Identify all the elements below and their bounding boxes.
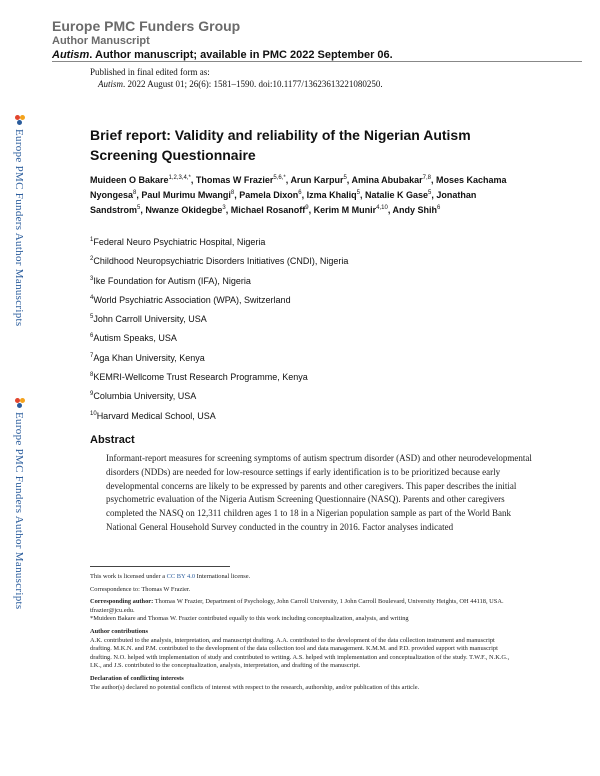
author-affiliation-marker: 8 — [133, 190, 137, 196]
affiliation-text: Federal Neuro Psychiatric Hospital, Nigeria — [93, 237, 266, 247]
availability-line: Autism. Author manuscript; available in PMC 2022 September 06. — [52, 49, 393, 61]
citation-details: . 2022 August 01; 26(6): 1581–1590. doi:10.1177/13623613221080250. — [123, 79, 383, 89]
author-name: Pamela Dixon — [239, 190, 299, 200]
published-label: Published in final edited form as: — [90, 67, 210, 77]
author-affiliation-marker: 4,10 — [376, 205, 388, 211]
conflict-text: The author(s) declared no potential conflicts of interest with respect to the research, authorship, and/or publication of this article. — [90, 683, 420, 691]
author-affiliation-marker: 5 — [356, 190, 360, 196]
affiliation-item — [90, 273, 520, 292]
sidebar — [8, 115, 32, 715]
affiliation-list — [90, 234, 520, 427]
author-name: Paul Murimu Mwangi — [141, 190, 231, 200]
author-name: Natalie K Gase — [365, 190, 429, 200]
author-affiliation-marker: 5 — [428, 190, 432, 196]
author-affiliation-marker: 6 — [437, 205, 441, 211]
author-name: Andy Shih — [392, 205, 438, 215]
author-affiliation-marker: 8 — [230, 190, 235, 196]
affiliation-item — [90, 311, 520, 330]
author-name: Amina Abubakar — [351, 175, 423, 185]
europe-pmc-logo-icon — [15, 115, 25, 125]
affiliation-text: Aga Khan University, Kenya — [93, 352, 205, 363]
affiliation-item — [90, 234, 520, 253]
affiliation-item — [90, 253, 520, 272]
author-affiliation-marker: 5,6,* — [273, 175, 286, 181]
affiliation-text: KEMRI-Wellcome Trust Research Programme, Kenya — [93, 372, 308, 383]
license-note: This work is licensed under a CC BY 4.0 International license. — [90, 573, 251, 580]
abstract-heading: Abstract — [90, 434, 135, 446]
author-name: Arun Karpur — [290, 175, 344, 185]
affiliation-text: Columbia University, USA — [93, 391, 197, 402]
sidebar-label: Europe PMC Funders Author Manuscripts — [13, 129, 25, 327]
footnote-divider — [90, 566, 230, 567]
affiliation-text: John Carroll University, USA — [93, 314, 207, 325]
affiliation-item — [90, 369, 520, 388]
author-name: Nwanze Okidegbe — [145, 205, 223, 215]
affiliation-number: 5 — [90, 314, 94, 321]
affiliation-number: 4 — [90, 294, 94, 301]
citation-journal: Autism — [98, 79, 124, 89]
affiliation-text: World Psychiatric Association (WPA), Switzerland — [93, 294, 291, 305]
affiliation-number: 2 — [90, 256, 94, 263]
affiliation-text: Harvard Medical School, USA — [96, 410, 216, 421]
author-name: Kerim M Munir — [313, 205, 377, 215]
affiliation-number: 7 — [90, 352, 94, 359]
affiliation-item — [90, 408, 520, 427]
europe-pmc-logo-icon — [15, 398, 25, 408]
affiliation-number: 8 — [90, 372, 94, 379]
conflict-heading: Declaration of conflicting interests — [90, 674, 184, 682]
author-manuscript-label: Author Manuscript — [52, 35, 150, 47]
author-affiliation-marker: 6 — [298, 190, 302, 196]
affiliation-text: Childhood Neuropsychiatric Disorders Initiatives (CNDI), Nigeria — [93, 256, 349, 267]
sidebar-block-2 — [8, 398, 32, 609]
author-affiliation-marker: 5 — [343, 175, 347, 181]
affiliation-text: Ike Foundation for Autism (IFA), Nigeria — [93, 275, 251, 286]
affiliation-item — [90, 292, 520, 311]
affiliation-item — [90, 388, 520, 407]
group-title: Europe PMC Funders Group — [52, 18, 241, 34]
article-title: Brief report: Validity and reliability of the Nigerian Autism Screening Questionnaire — [90, 127, 471, 163]
license-link[interactable]: CC BY 4.0 — [166, 573, 196, 580]
journal-name: Autism — [52, 49, 90, 61]
affiliation-item — [90, 330, 520, 349]
author-affiliation-marker: 1,2,3,4,* — [168, 175, 191, 181]
author-name: Thomas W Frazier — [195, 175, 274, 185]
contributions-heading: Author contributions — [90, 627, 148, 635]
equal-contribution-note: *Muideen Bakare and Thomas W. Frazier contributed equally to this work including conceptualization, analysis, and writing — [90, 615, 409, 623]
author-affiliation-marker: 7,8 — [422, 175, 431, 181]
author-affiliation-marker: 5 — [137, 205, 141, 211]
affiliation-text: Autism Speaks, USA — [93, 333, 177, 344]
affiliation-number: 10 — [90, 410, 97, 417]
correspondence-note: Correspondence to: Thomas W Frazier. — [90, 585, 191, 593]
affiliation-number: 9 — [90, 391, 94, 398]
sidebar-label: Europe PMC Funders Author Manuscripts — [13, 412, 25, 610]
abstract-text: Informant-report measures for screening symptoms of autism spectrum disorder (ASD) and other neurodevelopmental disorders (NDDs) are needed for low-resource settings if early identification is to be prioritized because early developmental concerns are likely to be expressed by parents and other caregivers. This paper describes the initial psychometric evaluation of the Nigeria Autism Screening Questionnaire (NASQ). Parents and other caregivers completed the NASQ on 12,311 children ages 1 to 18 in a Nigerian population sample as part of the World Bank National General Household Survey conducted in the country in 2016. Factor analyses indicated — [106, 453, 532, 532]
affiliation-number: 1 — [90, 237, 94, 243]
author-name: Muideen O Bakare — [90, 175, 169, 185]
author-list: Muideen O Bakare$^{1,2,3,4,*}$, Thomas W Frazier$^{5,6,*}$, Arun Karpur$^5$, Amina Abubakar$^{7,8}$, Moses Kachama Nyongesa$^8$, Paul Murimu Mwangi$^8$, Pamela Dixon$^6$, Izma Khaliq$^5$, Natalie K Gase$^5$, Jonathan Sandstrom$^5$, Nwanze Okidegbe$^3$, Michael Rosanoff$^9$, Kerim M Munir$^{4,10}$, Andy Shih$^6$ — [90, 175, 507, 215]
author-affiliation-marker: 9 — [305, 205, 309, 211]
manuscript-header — [52, 18, 582, 62]
sidebar-block-1 — [8, 115, 32, 326]
affiliation-item — [90, 350, 520, 369]
author-affiliation-marker: 3 — [222, 205, 226, 211]
author-name: Izma Khaliq — [306, 190, 357, 200]
footnotes — [90, 573, 510, 692]
author-name: Moses Kachama Nyongesa — [90, 175, 507, 200]
publication-info — [90, 66, 383, 90]
affiliation-number: 6 — [90, 333, 94, 340]
author-name: Michael Rosanoff — [230, 205, 306, 215]
corresponding-author-note: Corresponding author: Thomas W Frazier, Department of Psychology, John Carroll University, 1 John Carroll Boulevard, University Heights, OH 44118, USA. tfrazier@jcu.edu. — [90, 598, 504, 614]
affiliation-number: 3 — [90, 275, 94, 282]
citation — [90, 78, 383, 90]
availability-text: Author manuscript; available in PMC 2022 September 06. — [95, 49, 393, 61]
author-name: Jonathan Sandstrom — [90, 190, 477, 215]
contributions-text: A.K. contributed to the analysis, interpretation, and manuscript drafting. A.A. contributed to the development of the data collection instrument and manuscript drafting. M.K.N. and P.M. contributed to the development of the data collection tool and data management. K.M.M. and P.D. provided support with manuscript drafting. N.O. helped with implementation of study and contributed to writing. A.S. helped with implementation and conceptualization of the study. T.W.F., N.K.G., I.K., and J.S. contributed to the conceptualization, analysis, interpretation, and drafting of the manuscript. — [90, 636, 510, 670]
header-divider — [52, 61, 582, 62]
